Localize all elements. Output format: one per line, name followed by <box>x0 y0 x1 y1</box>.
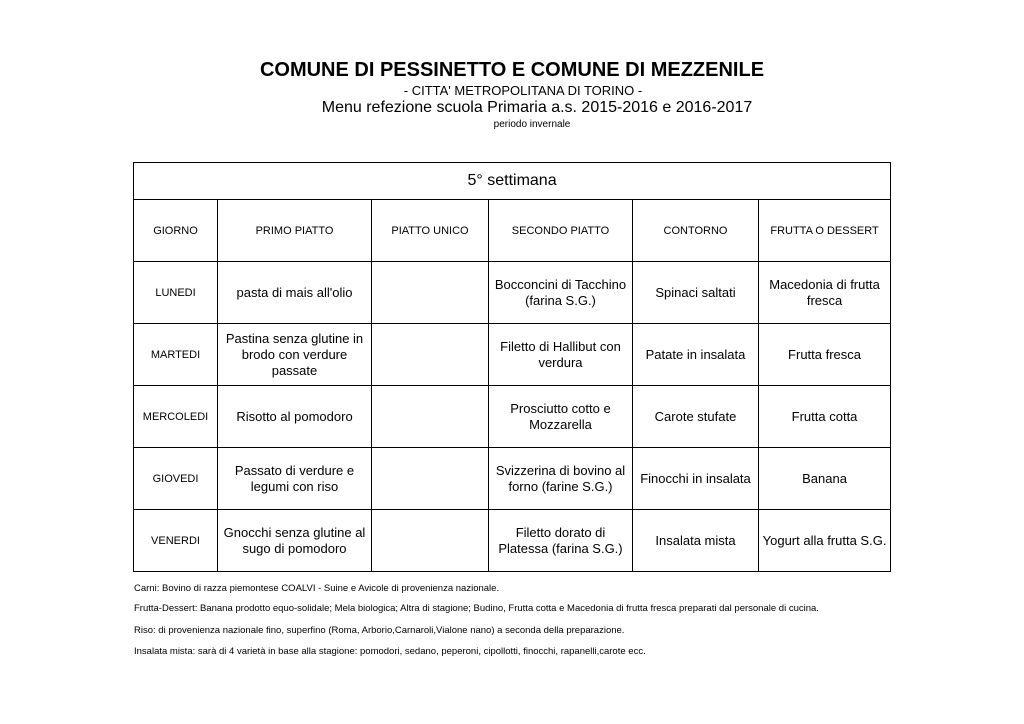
contorno-cell: Patate in insalata <box>633 324 759 386</box>
table-row <box>134 324 891 386</box>
primo-cell: pasta di mais all'olio <box>218 262 372 324</box>
day-cell: VENERDI <box>134 510 218 572</box>
contorno-cell: Spinaci saltati <box>633 262 759 324</box>
contorno-cell: Insalata mista <box>633 510 759 572</box>
frutta-cell: Yogurt alla frutta S.G. <box>759 510 891 572</box>
secondo-cell: Prosciutto cotto e Mozzarella <box>489 386 633 448</box>
period-text: periodo invernale <box>493 119 571 130</box>
contorno-cell: Finocchi in insalata <box>633 448 759 510</box>
column-header: PIATTO UNICO <box>372 200 489 262</box>
day-cell: MARTEDI <box>134 324 218 386</box>
column-header: SECONDO PIATTO <box>489 200 633 262</box>
unico-cell <box>372 386 489 448</box>
primo-cell: Gnocchi senza glutine al sugo di pomodoro <box>218 510 372 572</box>
header-row <box>134 200 891 262</box>
document-title: COMUNE DI PESSINETTO E COMUNE DI MEZZENILE <box>259 59 765 81</box>
primo-cell: Pastina senza glutine in brodo con verdure passate <box>218 324 372 386</box>
note-riso: Riso: di provenienza nazionale fino, superfino (Roma, Arborio,Carnaroli,Vialone nano) a seconda della preparazione. <box>134 625 625 636</box>
day-cell: LUNEDI <box>134 262 218 324</box>
unico-cell <box>372 262 489 324</box>
table-row <box>134 386 891 448</box>
table-row <box>134 448 891 510</box>
frutta-cell: Banana <box>759 448 891 510</box>
secondo-cell: Bocconcini di Tacchino (farina S.G.) <box>489 262 633 324</box>
unico-cell <box>372 448 489 510</box>
day-cell: GIOVEDI <box>134 448 218 510</box>
contorno-cell: Carote stufate <box>633 386 759 448</box>
table-row <box>134 510 891 572</box>
column-header: GIORNO <box>134 200 218 262</box>
document-subtitle <box>0 84 1024 98</box>
secondo-cell: Filetto dorato di Platessa (farina S.G.) <box>489 510 633 572</box>
unico-cell <box>372 324 489 386</box>
week-row <box>134 163 891 200</box>
subtitle-text: - CITTA' METROPOLITANA DI TORINO - <box>403 83 643 98</box>
menu-title-text: Menu refezione scuola Primaria a.s. 2015-2016 e 2016-2017 <box>321 99 753 116</box>
primo-cell: Risotto al pomodoro <box>218 386 372 448</box>
secondo-cell: Filetto di Hallibut con verdura <box>489 324 633 386</box>
table-row <box>134 262 891 324</box>
frutta-cell: Frutta fresca <box>759 324 891 386</box>
frutta-cell: Macedonia di frutta fresca <box>759 262 891 324</box>
week-title: 5° settimana <box>134 163 891 200</box>
menu-table <box>133 162 891 572</box>
day-cell: MERCOLEDI <box>134 386 218 448</box>
column-header: CONTORNO <box>633 200 759 262</box>
secondo-cell: Svizzerina di bovino al forno (farine S.G.) <box>489 448 633 510</box>
column-header: FRUTTA O DESSERT <box>759 200 891 262</box>
unico-cell <box>372 510 489 572</box>
column-header: PRIMO PIATTO <box>218 200 372 262</box>
note-insalata: Insalata mista: sarà di 4 varietà in base alla stagione: pomodori, sedano, peperoni, cipollotti, finocchi, rapanelli,carote ecc. <box>134 646 646 657</box>
note-carni: Carni: Bovino di razza piemontese COALVI - Suine e Avicole di provenienza nazionale. <box>134 583 500 594</box>
menu-title <box>0 99 1024 117</box>
note-frutta-dessert: Frutta-Dessert: Banana prodotto equo-solidale; Mela biologica; Altra di stagione; Budino, Frutta cotta e Macedonia di frutta fresca preparati dal personale di cucina. <box>134 603 819 614</box>
frutta-cell: Frutta cotta <box>759 386 891 448</box>
primo-cell: Passato di verdure e legumi con riso <box>218 448 372 510</box>
period-label <box>0 119 1024 131</box>
